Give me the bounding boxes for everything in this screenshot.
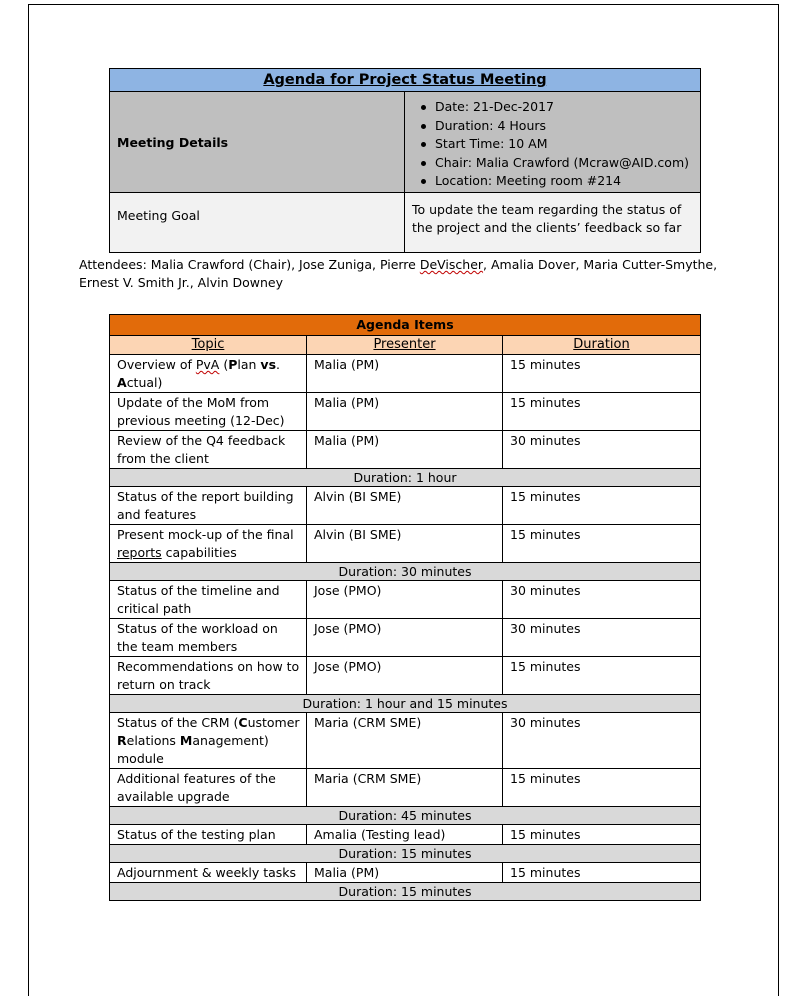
meeting-details-row: [110, 92, 701, 193]
table-row: [110, 487, 701, 525]
topic-initial: C: [238, 715, 248, 730]
duration-summary: Duration: 1 hour and 15 minutes: [110, 695, 701, 713]
detail-start-time: Start Time: 10 AM: [435, 135, 700, 154]
topic-text: Overview of: [117, 357, 196, 372]
meeting-goal-label: Meeting Goal: [110, 193, 405, 253]
duration-summary: Duration: 45 minutes: [110, 807, 701, 825]
duration-cell: 30 minutes: [503, 619, 701, 657]
agenda-items-title: Agenda Items: [110, 315, 701, 336]
duration-cell: 15 minutes: [503, 355, 701, 393]
duration-summary: Duration: 1 hour: [110, 469, 701, 487]
topic-initial: vs: [260, 357, 277, 372]
meeting-details-label: Meeting Details: [110, 92, 405, 193]
attendees-part1: Attendees: Malia Crawford (Chair), Jose Zuniga, Pierre: [79, 257, 420, 272]
topic-text: .: [276, 357, 280, 372]
column-header-presenter: Presenter: [307, 336, 503, 355]
duration-summary: Duration: 15 minutes: [110, 883, 701, 901]
duration-cell: 15 minutes: [503, 657, 701, 695]
presenter-cell: Malia (PM): [307, 431, 503, 469]
attendees-part2: , Amalia Dover, Maria Cutter-Smythe, Ernest V. Smith Jr., Alvin Downey: [79, 257, 718, 290]
presenter-cell: Jose (PMO): [307, 619, 503, 657]
meeting-details-cell: [405, 92, 701, 193]
presenter-cell: Jose (PMO): [307, 581, 503, 619]
duration-cell: 30 minutes: [503, 431, 701, 469]
agenda-title-row: [110, 315, 701, 336]
topic-cell: Status of the timeline and critical path: [110, 581, 307, 619]
duration-cell: 15 minutes: [503, 487, 701, 525]
duration-summary-row: [110, 883, 701, 901]
duration-summary: Duration: 15 minutes: [110, 845, 701, 863]
duration-cell: 30 minutes: [503, 713, 701, 769]
presenter-cell: Maria (CRM SME): [307, 769, 503, 807]
topic-cell: [110, 355, 307, 393]
topic-text: Present mock-up of the final: [117, 527, 294, 542]
topic-initial: R: [117, 733, 127, 748]
topic-cell: Status of the workload on the team members: [110, 619, 307, 657]
presenter-cell: Maria (CRM SME): [307, 713, 503, 769]
duration-summary-row: [110, 807, 701, 825]
table-row: [110, 581, 701, 619]
duration-cell: 30 minutes: [503, 581, 701, 619]
presenter-cell: Malia (PM): [307, 393, 503, 431]
topic-cell: Recommendations on how to return on track: [110, 657, 307, 695]
detail-date: Date: 21-Dec-2017: [435, 98, 700, 117]
meeting-details-table: [109, 68, 701, 253]
meeting-details-list: [405, 92, 700, 191]
duration-summary-row: [110, 563, 701, 581]
detail-duration: Duration: 4 Hours: [435, 117, 700, 136]
topic-text: anagement) module: [117, 733, 269, 766]
agenda-items-table: [109, 314, 701, 901]
duration-cell: 15 minutes: [503, 393, 701, 431]
table-row: [110, 355, 701, 393]
topic-cell: Status of the report building and features: [110, 487, 307, 525]
presenter-cell: Jose (PMO): [307, 657, 503, 695]
duration-cell: 15 minutes: [503, 525, 701, 563]
topic-cell: [110, 713, 307, 769]
presenter-cell: Malia (PM): [307, 355, 503, 393]
topic-cell: Adjournment & weekly tasks: [110, 863, 307, 883]
attendees-text: [79, 256, 719, 292]
table-row: [110, 825, 701, 845]
topic-text: elations: [126, 733, 180, 748]
topic-text: lan: [237, 357, 261, 372]
detail-location: Location: Meeting room #214: [435, 172, 700, 191]
topic-underlined-word: reports: [117, 545, 162, 560]
table-row: [110, 525, 701, 563]
topic-initial: A: [117, 375, 127, 390]
presenter-cell: Alvin (BI SME): [307, 525, 503, 563]
table-title-row: [110, 69, 701, 92]
topic-cell: Additional features of the available upgrade: [110, 769, 307, 807]
topic-cell: [110, 525, 307, 563]
agenda-title: Agenda for Project Status Meeting: [110, 69, 701, 92]
duration-cell: 15 minutes: [503, 863, 701, 883]
topic-text: Status of the CRM (: [117, 715, 239, 730]
topic-text: capabilities: [161, 545, 237, 560]
presenter-cell: Amalia (Testing lead): [307, 825, 503, 845]
topic-cell: Status of the testing plan: [110, 825, 307, 845]
presenter-cell: Malia (PM): [307, 863, 503, 883]
duration-summary: Duration: 30 minutes: [110, 563, 701, 581]
table-row: [110, 393, 701, 431]
meeting-goal-row: [110, 193, 701, 253]
duration-cell: 15 minutes: [503, 769, 701, 807]
table-row: [110, 769, 701, 807]
duration-summary-row: [110, 469, 701, 487]
topic-cell: Update of the MoM from previous meeting (12-Dec): [110, 393, 307, 431]
table-row: [110, 657, 701, 695]
column-header-duration: Duration: [503, 336, 701, 355]
table-row: [110, 619, 701, 657]
detail-chair: Chair: Malia Crawford (Mcraw@AID.com): [435, 154, 700, 173]
topic-cell: Review of the Q4 feedback from the client: [110, 431, 307, 469]
column-header-row: [110, 336, 701, 355]
table-row: [110, 863, 701, 883]
meeting-goal-text: To update the team regarding the status of the project and the clients’ feedback so far: [405, 193, 701, 253]
table-row: [110, 431, 701, 469]
topic-abbrev: PvA: [195, 357, 220, 372]
topic-initial: P: [228, 357, 238, 372]
duration-summary-row: [110, 695, 701, 713]
column-header-topic: Topic: [110, 336, 307, 355]
presenter-cell: Alvin (BI SME): [307, 487, 503, 525]
topic-text: ctual): [126, 375, 163, 390]
table-row: [110, 713, 701, 769]
topic-initial: M: [179, 733, 193, 748]
attendee-devischer: DeVischer: [419, 257, 484, 272]
duration-cell: 15 minutes: [503, 825, 701, 845]
topic-text: (: [219, 357, 229, 372]
topic-text: ustomer: [247, 715, 300, 730]
duration-summary-row: [110, 845, 701, 863]
